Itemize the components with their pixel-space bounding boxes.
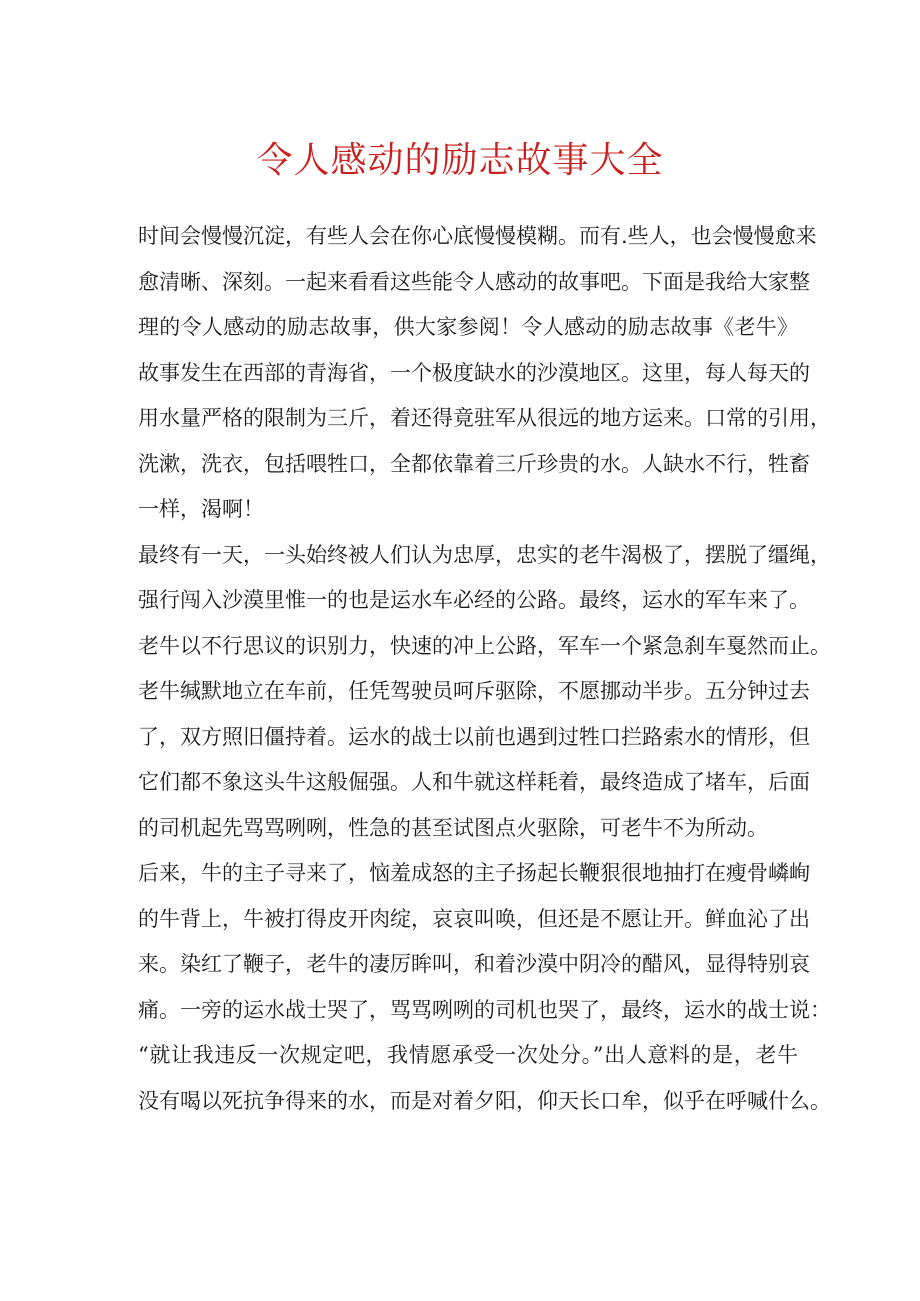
text-line: 故事发生在西部的青海省，一个极度缺水的沙漠地区。这里，每人每天的 <box>138 360 810 385</box>
text-line: 用水量严格的限制为三斤，着还得竟驻军从很远的地方运来。口常的引用， <box>138 406 831 430</box>
text-line: 时间会慢慢沉淀，有些人会在你心底慢慢模糊。而有.些人，也会慢慢愈来 <box>138 224 817 248</box>
text-line: 后来，牛的主子寻来了，恼羞成怒的主子扬起长鞭狠很地抽打在瘦骨嶙峋 <box>138 861 810 885</box>
text-line: 强行闯入沙漠里惟一的也是运水车必经的公路。最终，运水的军车来了。 <box>138 588 810 612</box>
document-title: 令人感动的励志故事大全 <box>256 140 664 181</box>
text-line: “就让我违反一次规定吧，我情愿承受一次处分。”出人意料的是，老牛 <box>138 1043 798 1067</box>
text-line: 的司机起先骂骂咧咧，性急的甚至试图点火驱除，可老牛不为所动。 <box>138 815 768 840</box>
text-line: 老牛以不行思议的识别力，快速的冲上公路，军车一个紧急刹车戛然而止。 <box>138 633 831 658</box>
document-body <box>138 214 831 1124</box>
text-line: 了，双方照旧僵持着。运水的战士以前也遇到过牲口拦路索水的情形，但 <box>138 724 810 749</box>
text-line: 没有喝以死抗争得来的水，而是对着夕阳，仰天长口牟，似乎在呼喊什么。 <box>138 1088 831 1113</box>
text-line: 最终有一天，一头始终被人们认为忠厚，忠实的老牛渴极了，摆脱了缰绳， <box>138 542 831 567</box>
text-line: 的牛背上，牛被打得皮开肉绽，哀哀叫唤，但还是不愿让开。鲜血沁了出 <box>138 906 810 931</box>
text-line: 老牛缄默地立在车前，任凭驾驶员呵斥驱除，不愿挪动半步。五分钟过去 <box>138 679 810 703</box>
text-line: 痛。一旁的运水战士哭了，骂骂咧咧的司机也哭了，最终，运水的战士说： <box>138 997 831 1022</box>
text-line: 理的令人感动的励志故事，供大家参阅！令人感动的励志故事《老牛》 <box>138 315 798 339</box>
text-line: 来。染红了鞭子，老牛的凄厉眸叫，和着沙漠中阴冷的醋风，显得特别哀 <box>138 952 810 976</box>
text-line: 一样，渴啊！ <box>138 497 264 521</box>
text-line: 洗漱，洗衣，包括喂牲口，全都依靠着三斤珍贵的水。人缺水不行，牲畜 <box>138 451 810 476</box>
text-line: 愈清晰、深刻。一起来看看这些能令人感动的故事吧。下面是我给大家整 <box>138 269 810 294</box>
text-line: 它们都不象这头牛这般倔强。人和牛就这样耗着，最终造成了堵车，后面 <box>138 770 810 794</box>
